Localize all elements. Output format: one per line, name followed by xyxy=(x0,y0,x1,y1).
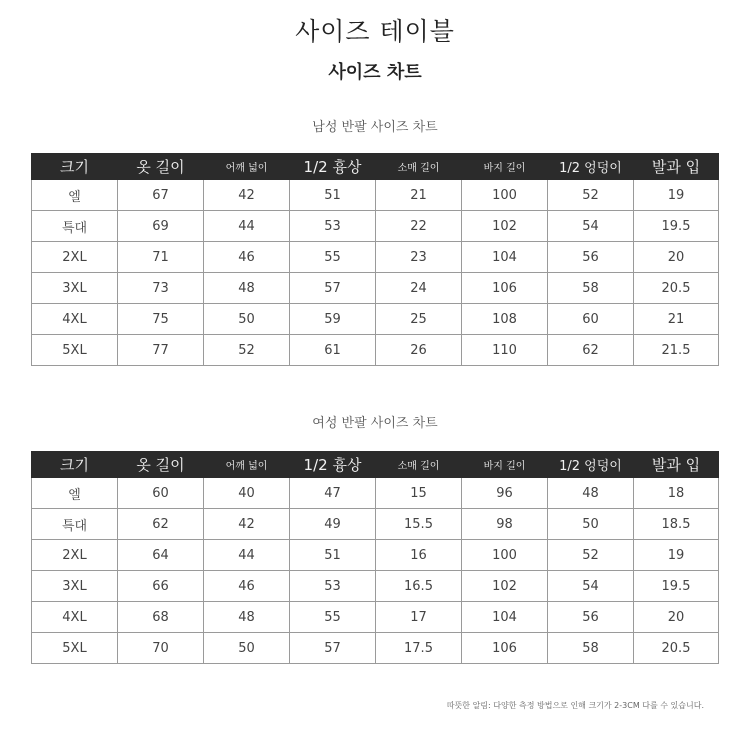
table-cell: 58 xyxy=(548,273,634,304)
size-label-cell: 4XL xyxy=(32,304,118,335)
table-cell: 20.5 xyxy=(634,633,719,664)
table-cell: 16 xyxy=(376,540,462,571)
header-row xyxy=(32,154,719,180)
table-cell: 64 xyxy=(118,540,204,571)
column-header: 어깨 넓이 xyxy=(204,154,290,180)
table-cell: 55 xyxy=(290,602,376,633)
table-cell: 25 xyxy=(376,304,462,335)
column-header: 1/2 엉덩이 xyxy=(548,154,634,180)
table-cell: 73 xyxy=(118,273,204,304)
page-title: 사이즈 테이블 xyxy=(295,17,455,46)
table-cell: 49 xyxy=(290,509,376,540)
table-cell: 102 xyxy=(462,211,548,242)
column-header: 크기 xyxy=(32,154,118,180)
table-cell: 75 xyxy=(118,304,204,335)
table-cell: 46 xyxy=(204,571,290,602)
table-cell: 61 xyxy=(290,335,376,366)
column-header: 크기 xyxy=(32,452,118,478)
size-label-cell: 5XL xyxy=(32,335,118,366)
table-cell: 50 xyxy=(204,304,290,335)
table-cell: 51 xyxy=(290,540,376,571)
table-cell: 19 xyxy=(634,540,719,571)
size-label-cell: 2XL xyxy=(32,540,118,571)
table-row xyxy=(32,273,719,304)
table-cell: 56 xyxy=(548,602,634,633)
size-label-cell: 4XL xyxy=(32,602,118,633)
table-cell: 47 xyxy=(290,478,376,509)
table-cell: 15 xyxy=(376,478,462,509)
column-header: 1/2 흉상 xyxy=(290,154,376,180)
column-header: 바지 길이 xyxy=(462,452,548,478)
column-header: 발과 입 xyxy=(634,452,719,478)
table-cell: 48 xyxy=(548,478,634,509)
men-table-caption: 남성 반팔 사이즈 차트 xyxy=(312,120,438,135)
table-cell: 100 xyxy=(462,540,548,571)
table-cell: 53 xyxy=(290,211,376,242)
table-row xyxy=(32,540,719,571)
column-header: 발과 입 xyxy=(634,154,719,180)
table-row xyxy=(32,478,719,509)
table-cell: 66 xyxy=(118,571,204,602)
table-cell: 62 xyxy=(548,335,634,366)
table-cell: 57 xyxy=(290,273,376,304)
table-cell: 20 xyxy=(634,242,719,273)
table-cell: 18 xyxy=(634,478,719,509)
table-cell: 40 xyxy=(204,478,290,509)
table-cell: 19 xyxy=(634,180,719,211)
table-row xyxy=(32,633,719,664)
women-table-caption: 여성 반팔 사이즈 차트 xyxy=(312,416,438,431)
table-cell: 53 xyxy=(290,571,376,602)
table-cell: 17 xyxy=(376,602,462,633)
table-cell: 24 xyxy=(376,273,462,304)
table-cell: 52 xyxy=(548,540,634,571)
column-header: 소매 길이 xyxy=(376,154,462,180)
table-cell: 108 xyxy=(462,304,548,335)
table-cell: 19.5 xyxy=(634,571,719,602)
size-label-cell: 2XL xyxy=(32,242,118,273)
table-row xyxy=(32,242,719,273)
men-size-table xyxy=(31,153,719,366)
header-row xyxy=(32,452,719,478)
table-row xyxy=(32,571,719,602)
table-cell: 102 xyxy=(462,571,548,602)
table-cell: 15.5 xyxy=(376,509,462,540)
column-header: 옷 길이 xyxy=(118,154,204,180)
table-cell: 50 xyxy=(204,633,290,664)
table-cell: 44 xyxy=(204,540,290,571)
table-cell: 44 xyxy=(204,211,290,242)
measurement-note: 따뜻한 알림: 다양한 측정 방법으로 인해 크기가 2-3CM 다를 수 있습니다. xyxy=(446,701,704,710)
column-header: 옷 길이 xyxy=(118,452,204,478)
table-cell: 106 xyxy=(462,633,548,664)
table-cell: 104 xyxy=(462,602,548,633)
column-header: 1/2 흉상 xyxy=(290,452,376,478)
table-cell: 51 xyxy=(290,180,376,211)
column-header: 소매 길이 xyxy=(376,452,462,478)
table-cell: 20 xyxy=(634,602,719,633)
table-cell: 17.5 xyxy=(376,633,462,664)
table-cell: 55 xyxy=(290,242,376,273)
table-cell: 58 xyxy=(548,633,634,664)
table-row xyxy=(32,304,719,335)
table-cell: 54 xyxy=(548,571,634,602)
table-cell: 60 xyxy=(118,478,204,509)
table-cell: 57 xyxy=(290,633,376,664)
page-subtitle: 사이즈 차트 xyxy=(328,62,422,83)
table-cell: 110 xyxy=(462,335,548,366)
table-cell: 98 xyxy=(462,509,548,540)
table-row xyxy=(32,180,719,211)
table-cell: 19.5 xyxy=(634,211,719,242)
table-cell: 26 xyxy=(376,335,462,366)
table-cell: 68 xyxy=(118,602,204,633)
size-label-cell: 5XL xyxy=(32,633,118,664)
table-cell: 59 xyxy=(290,304,376,335)
table-cell: 56 xyxy=(548,242,634,273)
table-cell: 46 xyxy=(204,242,290,273)
table-cell: 16.5 xyxy=(376,571,462,602)
table-cell: 54 xyxy=(548,211,634,242)
table-row xyxy=(32,335,719,366)
size-label-cell: 특대 xyxy=(32,509,118,540)
table-cell: 23 xyxy=(376,242,462,273)
size-label-cell: 3XL xyxy=(32,571,118,602)
table-cell: 67 xyxy=(118,180,204,211)
table-cell: 106 xyxy=(462,273,548,304)
table-cell: 52 xyxy=(548,180,634,211)
table-cell: 50 xyxy=(548,509,634,540)
table-cell: 42 xyxy=(204,180,290,211)
size-label-cell: 엘 xyxy=(32,180,118,211)
column-header: 바지 길이 xyxy=(462,154,548,180)
table-cell: 71 xyxy=(118,242,204,273)
table-cell: 21 xyxy=(634,304,719,335)
table-cell: 52 xyxy=(204,335,290,366)
table-cell: 42 xyxy=(204,509,290,540)
table-row xyxy=(32,211,719,242)
column-header: 1/2 엉덩이 xyxy=(548,452,634,478)
size-label-cell: 3XL xyxy=(32,273,118,304)
table-cell: 22 xyxy=(376,211,462,242)
table-cell: 96 xyxy=(462,478,548,509)
size-label-cell: 특대 xyxy=(32,211,118,242)
table-cell: 60 xyxy=(548,304,634,335)
size-label-cell: 엘 xyxy=(32,478,118,509)
table-row xyxy=(32,509,719,540)
column-header: 어깨 넓이 xyxy=(204,452,290,478)
table-cell: 62 xyxy=(118,509,204,540)
table-cell: 48 xyxy=(204,273,290,304)
table-cell: 48 xyxy=(204,602,290,633)
table-row xyxy=(32,602,719,633)
table-cell: 100 xyxy=(462,180,548,211)
table-cell: 20.5 xyxy=(634,273,719,304)
table-cell: 21.5 xyxy=(634,335,719,366)
table-cell: 70 xyxy=(118,633,204,664)
table-cell: 69 xyxy=(118,211,204,242)
women-size-table xyxy=(31,451,719,664)
table-cell: 77 xyxy=(118,335,204,366)
table-cell: 18.5 xyxy=(634,509,719,540)
table-cell: 104 xyxy=(462,242,548,273)
table-cell: 21 xyxy=(376,180,462,211)
